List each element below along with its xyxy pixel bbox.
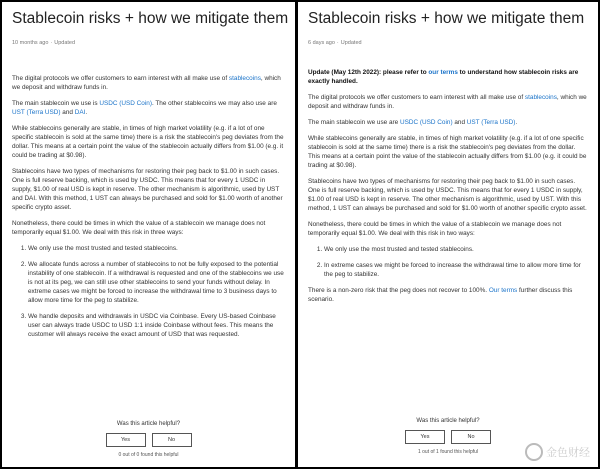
- risk-paragraph: Nonetheless, there could be times in which the value of a stablecoin we manage does not temporarily equal $1.00. We deal with this risk in two ways:: [308, 221, 562, 237]
- updated-article-panel: [298, 2, 598, 467]
- watermark-text: 金色财经: [546, 447, 590, 459]
- intro-paragraph: The digital protocols we offer customers to earn interest with all make use of stablecoins, which we deposit and withdraw funds in.: [308, 94, 587, 110]
- watermark-logo-icon: [525, 443, 543, 461]
- no-button[interactable]: No: [152, 433, 192, 447]
- usdc-link[interactable]: USDC (USD Coin): [400, 119, 453, 126]
- volatility-paragraph: While stablecoins generally are stable, in times of high market volatility (e.g. if a lot of one specific stablecoin is sold at the same time) there is a risk the stablecoin's peg deviates from the dollar. This means at a certain point the value of the stablecoin actually differs from $1.00 (e.g. it could be trading at $0.98).: [12, 125, 284, 159]
- update-notice: Update (May 12th 2022): please refer to our terms to understand how stablecoin risks are exactly handled.: [308, 69, 579, 85]
- article-title: Stablecoin risks + how we mitigate them: [12, 10, 289, 27]
- non-zero-risk-paragraph: There is a non-zero risk that the peg does not recover to 100%. Our terms further discuss this scenario.: [308, 287, 573, 303]
- feedback-section: [2, 421, 295, 458]
- no-button[interactable]: No: [451, 430, 491, 444]
- stablecoins-link[interactable]: stablecoins: [228, 75, 261, 82]
- mechanisms-paragraph: Stablecoins have two types of mechanisms for restoring their peg back to $1.00 in such cases. One is full reserve backing, which is used by USDC. This means that for every 1 USDC in supply, $1.00 of real USD is kept in reserve. The other mechanism is algorithmic, used by UST and DAI. With this method, 1 UST can always be purchased and sold for $1.00 worth of another specific crypto asset.: [12, 168, 283, 211]
- list-item: 1. We only use the most trusted and tested stablecoins.: [324, 245, 588, 254]
- our-terms-link-2[interactable]: Our terms: [488, 287, 518, 294]
- intro-paragraph: The digital protocols we offer customers to earn interest with all make use of stablecoins, which we deposit and withdraw funds in.: [12, 75, 281, 91]
- ust-link[interactable]: UST (Terra USD): [12, 109, 61, 116]
- feedback-question: Was this article helpful?: [416, 418, 480, 424]
- yes-button[interactable]: Yes: [106, 433, 146, 447]
- watermark: [525, 443, 590, 461]
- main-stablecoin-paragraph: The main stablecoin we use are USDC (USD Coin) and UST (Terra USD).: [308, 119, 518, 126]
- helpful-count: 1 out of 1 found this helpful: [417, 449, 479, 455]
- risk-paragraph: Nonetheless, there could be times in which the value of a stablecoin we manage does not temporarily equal $1.00. We deal with this risk in three ways:: [12, 220, 266, 236]
- usdc-link[interactable]: USDC (USD Coin): [99, 100, 152, 107]
- helpful-count: 0 out of 0 found this helpful: [118, 452, 179, 458]
- updated-time: 6 days ago: [308, 40, 335, 46]
- stablecoins-link[interactable]: stablecoins: [524, 94, 557, 101]
- list-item: 2. We allocate funds across a number of stablecoins to not be fully exposed to the potential instability of one stablecoin. If a withdrawal is requested and one of the stablecoins we use is not at its peg, we can still use other stablecoins to send your funds without delay. In extreme cases we might be forced to increase the withdrawal time to 3 business days to allow more time for the peg to stabilize.: [28, 260, 285, 305]
- mitigation-list: [308, 245, 588, 279]
- article-meta: 10 months ago · Updated: [12, 40, 76, 46]
- ust-link[interactable]: UST (Terra USD): [466, 119, 516, 126]
- list-item: 1. We only use the most trusted and tested stablecoins.: [28, 244, 285, 253]
- article-title: Stablecoin risks + how we mitigate them: [308, 10, 585, 27]
- feedback-question: Was this article helpful?: [116, 421, 181, 427]
- our-terms-link[interactable]: our terms: [428, 69, 458, 76]
- mitigation-list: [12, 244, 285, 339]
- updated-label: Updated: [54, 40, 76, 46]
- old-article-panel: [2, 2, 295, 467]
- main-stablecoin-paragraph: The main stablecoin we use is USDC (USD Coin). The other stablecoins we may also use are UST (Terra USD) and DAI.: [12, 100, 277, 116]
- list-item: 2. In extreme cases we might be forced to increase the withdrawal time to allow more time for the peg to stabilize.: [324, 261, 588, 279]
- updated-label: Updated: [340, 40, 362, 46]
- mechanisms-paragraph: Stablecoins have two types of mechanisms for restoring their peg back to $1.00 in such cases. One is full reserve backing, which is used by USDC. This means that for every 1 USDC in supply, $1.00 of real USD is kept in reserve. The other mechanism is algorithmic, used by UST. With this method, 1 UST can always be purchased and sold for $1.00 worth of another specific crypto asset.: [308, 178, 587, 212]
- yes-button[interactable]: Yes: [405, 430, 445, 444]
- list-item: 3. We handle deposits and withdrawals in USDC via Coinbase. Every US-based Coinbase user can always trade USDC to USD 1:1 inside Coinbase without fees. This means the customer will always receive the exact amount of USD that was requested.: [28, 312, 285, 339]
- volatility-paragraph: While stablecoins generally are stable, in times of high market volatility (e.g. if a lot of one specific stablecoin is sold at the same time) there is a risk the stablecoin's peg deviates from the dollar. This means at a certain point the value of the stablecoin actually differs from $1.00 (e.g. it could be trading at $0.98).: [308, 135, 587, 169]
- updated-time: 10 months ago: [12, 40, 49, 46]
- article-meta: 6 days ago · Updated: [308, 40, 362, 46]
- dai-link[interactable]: DAI: [74, 109, 86, 116]
